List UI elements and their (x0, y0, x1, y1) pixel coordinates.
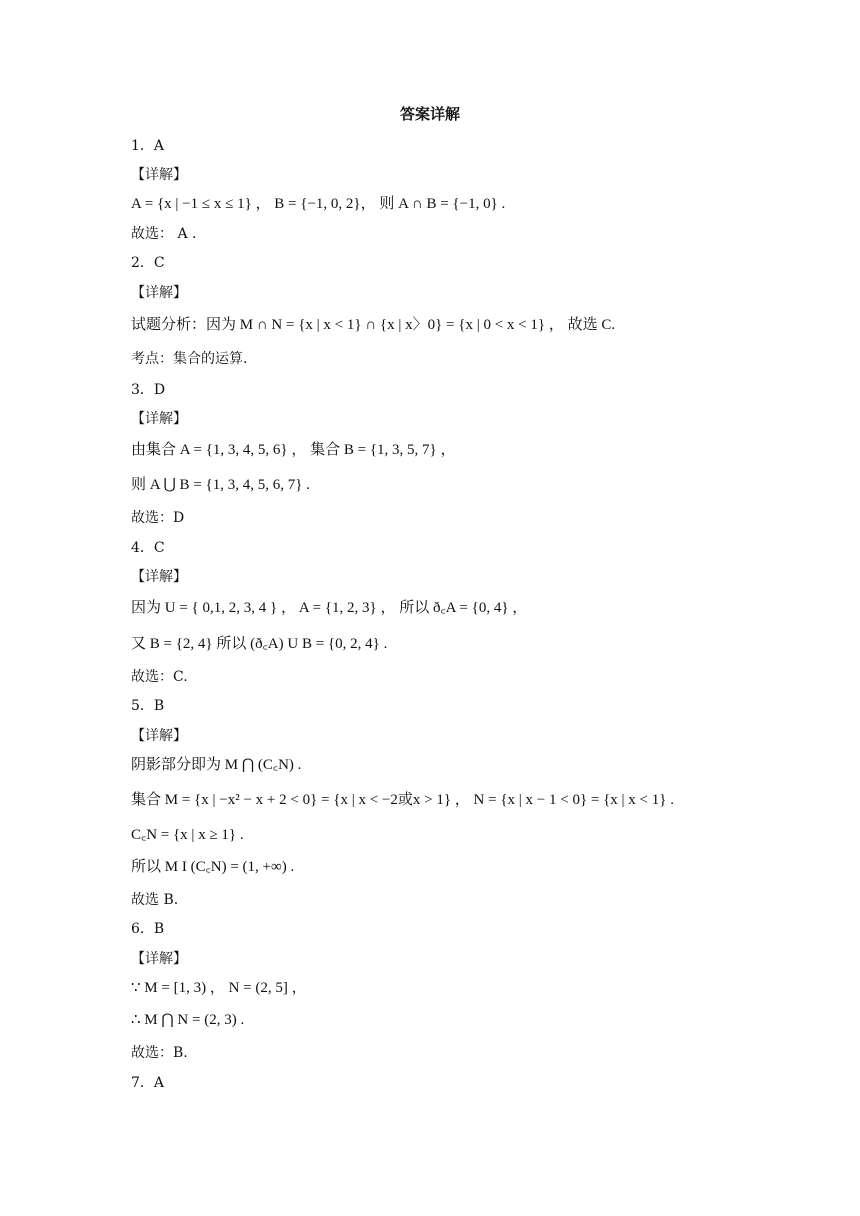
answer-1-detail-label: 【详解】 (131, 167, 187, 183)
answer-2-detail-line: 试题分析：因为 M ∩ N = {x | x < 1} ∩ {x | x〉0} = {x | 0 < x < 1} ， 故选 C. (131, 317, 616, 333)
answer-5-heading: 5．B (131, 698, 165, 714)
answer-6-detail-label: 【详解】 (131, 951, 187, 967)
answer-6-detail-line-2: ∴ M ⋂ N = (2, 3) . (131, 1012, 245, 1028)
answer-5-detail-line-1: 阴影部分即为 M ⋂ (C꜀N) . (131, 757, 302, 773)
answer-6-heading: 6．B (131, 921, 165, 937)
answer-7-heading: 7．A (131, 1075, 165, 1091)
answer-2-heading: 2．C (131, 255, 165, 271)
answer-3-detail-label: 【详解】 (131, 411, 187, 427)
answer-3-choice: 故选：D (131, 510, 185, 526)
answer-6-detail-line-1: ∵ M = [1, 3) ， N = (2, 5] ， (131, 980, 307, 996)
document-title: 答案详解 (399, 105, 460, 123)
answer-5-detail-line-3: C꜀N = {x | x ≥ 1} . (131, 827, 244, 843)
answer-4-heading: 4．C (131, 540, 165, 556)
answer-4-detail-label: 【详解】 (131, 569, 187, 585)
answer-4-choice: 故选：C. (131, 669, 188, 685)
answer-1-choice: 故选： A . (131, 226, 197, 242)
answer-1-heading: 1．A (131, 138, 165, 154)
answer-4-detail-line-2: 又 B = {2, 4} 所以 (ð꜀A) U B = {0, 2, 4} . (131, 636, 388, 652)
answer-5-detail-line-2: 集合 M = {x | −x² − x + 2 < 0} = {x | x < −2或x > 1} ， N = {x | x − 1 < 0} = {x | x < 1} . (131, 792, 674, 808)
answer-3-heading: 3．D (131, 382, 166, 398)
answer-2-detail-label: 【详解】 (131, 285, 187, 301)
answer-5-detail-line-4: 所以 M I (C꜀N) = (1, +∞) . (131, 859, 295, 875)
answer-3-detail-line-1: 由集合 A = {1, 3, 4, 5, 6} ， 集合 B = {1, 3, 5, 7} ， (131, 442, 456, 458)
answer-5-detail-label: 【详解】 (131, 728, 187, 744)
answer-6-choice: 故选：B. (131, 1045, 188, 1061)
answer-1-detail-line: A = {x | −1 ≤ x ≤ 1} ， B = {−1, 0, 2}， 则 A ∩ B = {−1, 0} . (131, 196, 506, 212)
answer-2-note: 考点：集合的运算． (131, 351, 257, 367)
answer-5-choice: 故选 B. (131, 892, 179, 908)
answer-4-detail-line-1: 因为 U = { 0,1, 2, 3, 4 } ， A = {1, 2, 3} ， 所以 ð꜀A = {0, 4} ， (131, 600, 528, 616)
answer-3-detail-line-2: 则 A ⋃ B = {1, 3, 4, 5, 6, 7} . (131, 477, 310, 493)
